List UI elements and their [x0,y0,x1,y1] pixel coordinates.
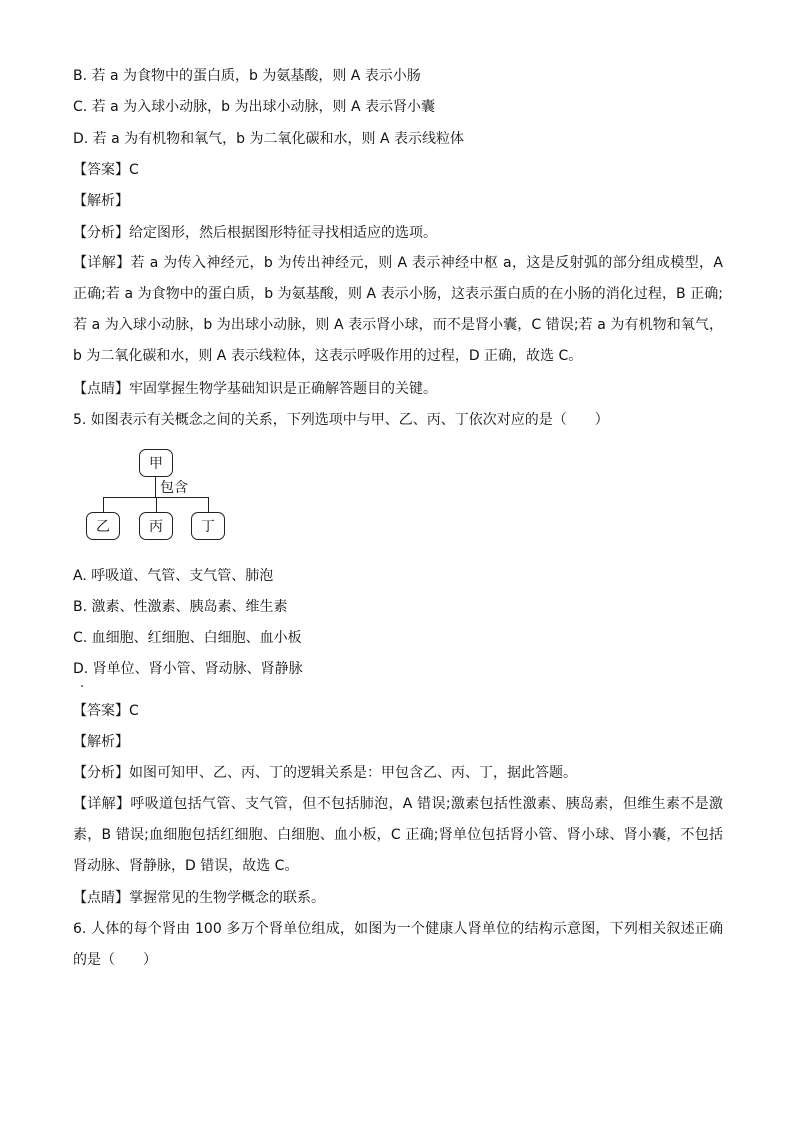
connector-left [103,497,104,512]
diagram-child-2-label: 丙 [149,519,163,535]
diagram-top-label: 甲 [149,456,163,472]
fenxi-5: 【分析】如图可知甲、乙、丙、丁的逻辑关系是：甲包含乙、丙、丁，据此答题。 [73,765,577,781]
dianjing-5: 【点睛】掌握常见的生物学概念的联系。 [73,890,325,906]
question-6: 6. 人体的每个肾由 100 多万个肾单位组成，如图为一个健康人肾单位的结构示意图，下列相关叙述正确的是（ ） [73,921,723,968]
answer-prev: 【答案】C [73,162,139,178]
xiangjie-prev: 【详解】若 a 为传入神经元，b 为传出神经元，则 A 表示神经中枢 a，这是反射弧的部分组成模型，A 正确;若 a 为食物中的蛋白质，b 为氨基酸，则 A 表示小肠，这表示蛋白质的在小肠的消化过程，B 正确;若 a 为入球小动脉，b 为出球小动脉，则 A 表示肾小球，而不是肾小囊，C 错误;若 a 为有机物和氧气，b 为二氧化碳和水，则 A 表示线粒体，这表示呼吸作用的过程，D 正确，故选 C。 [73,255,723,364]
connector-middle [156,497,157,512]
stray-dot [81,685,83,687]
connector-right [208,497,209,512]
dianjing-prev: 【点睛】牢固掌握生物学基础知识是正确解答题目的关键。 [73,381,437,397]
diagram-child-1-label: 乙 [96,519,110,535]
q5-option-a: A. 呼吸道、气管、支气管、肺泡 [73,568,274,584]
q5-option-c: C. 血细胞、红细胞、白细胞、血小板 [73,630,302,646]
question-5: 5. 如图表示有关概念之间的关系，下列选项中与甲、乙、丙、丁依次对应的是（ ） [73,412,609,428]
fenxi-prev: 【分析】给定图形，然后根据图形特征寻找相适应的选项。 [73,225,437,241]
option-c-prev: C. 若 a 为入球小动脉，b 为出球小动脉，则 A 表示肾小囊 [73,99,435,115]
q5-option-d: D. 肾单位、肾小管、肾动脉、肾静脉 [73,661,303,677]
option-d-prev: D. 若 a 为有机物和氧气，b 为二氧化碳和水，则 A 表示线粒体 [73,131,464,147]
analysis-heading-prev: 【解析】 [73,193,129,209]
analysis-heading-5: 【解析】 [73,734,129,750]
xiangjie-5: 【详解】呼吸道包括气管、支气管，但不包括肺泡，A 错误;激素包括性激素、胰岛素，但维生素不是激素，B 错误;血细胞包括红细胞、白细胞、血小板，C 正确;肾单位包括肾小管、肾小球、肾小囊，不包括肾动脉、肾静脉，D 错误，故选 C。 [73,796,723,874]
diagram-relation-label: 包含 [160,480,188,496]
connector-vertical-main [155,477,156,497]
q5-option-b: B. 激素、性激素、胰岛素、维生素 [73,599,288,615]
diagram-box-top [139,449,173,477]
diagram-box-child-3 [191,512,225,540]
diagram-child-3-label: 丁 [201,519,215,535]
option-b-prev: B. 若 a 为食物中的蛋白质，b 为氨基酸，则 A 表示小肠 [73,68,421,84]
diagram-box-child-1 [86,512,120,540]
answer-5: 【答案】C [73,703,139,719]
diagram-box-child-2 [139,512,173,540]
